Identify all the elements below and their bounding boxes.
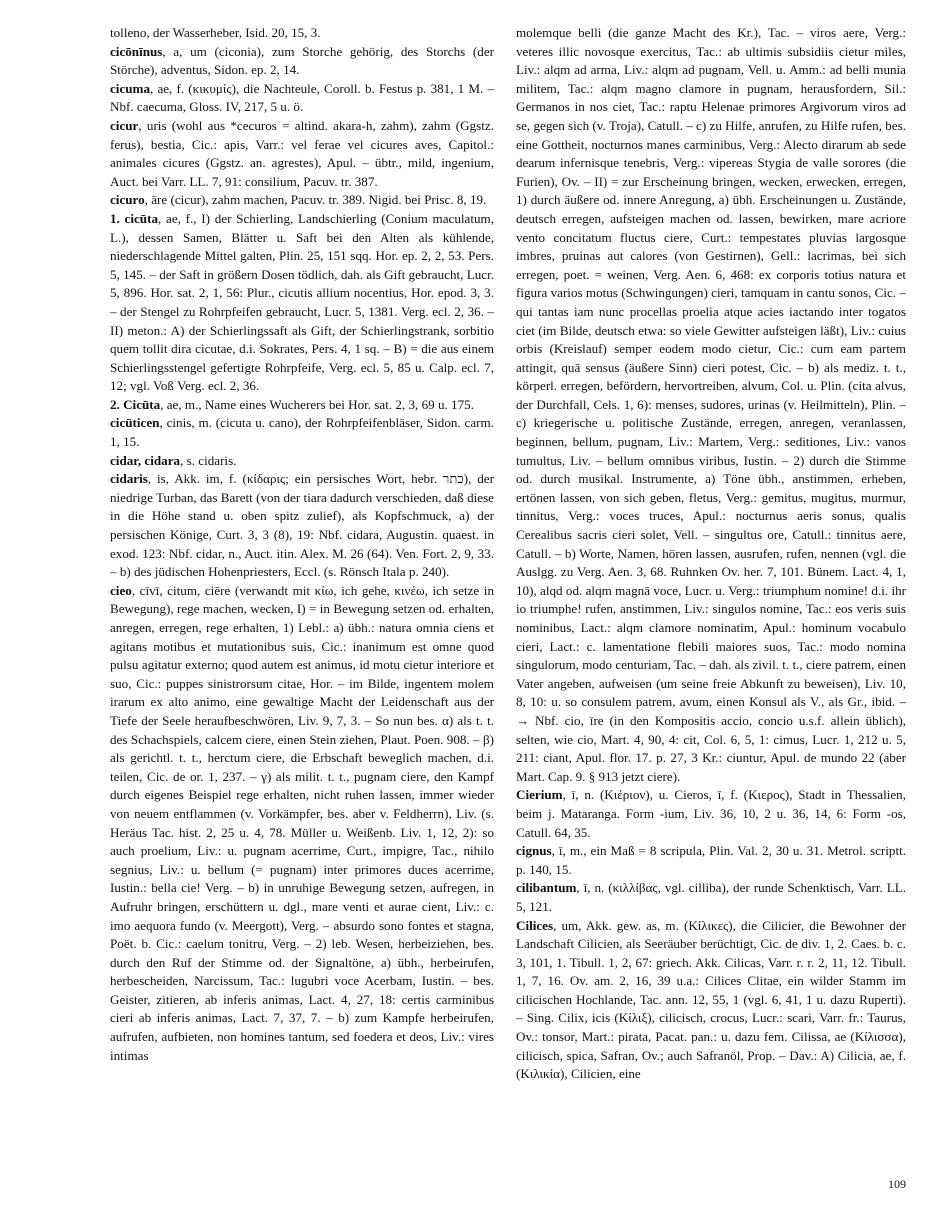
entry-headword: cicūticen — [110, 415, 160, 431]
entry-text: , āre (cicur), zahm machen, Pacuv. tr. 389. Nigid. bei Prisc. 8, 19. — [144, 192, 487, 208]
dictionary-entry — [516, 24, 906, 786]
entry-text: , s. cidaris. — [180, 452, 237, 468]
dictionary-entry — [110, 396, 494, 415]
entry-text: , um, Akk. gew. as, m. (Κίλικες), die Cilicier, die Bewohner der Landschaft Cilicien, als Seeräuber berüchtigt, Cic. de div. 1, 2. Caes. b. c. 3, 101, 1. Tibull. 1, 2, 67: griech. Akk. Cilicas, Varr. r. r. 2, 11, 12. Tibull. 1, 7, 16. Ov. am. 2, 16, 39 u.a.: Cilices Clitae, ein wilder Stamm im cilicischen Hochlande, Tac. ann. 12, 55, 1 (vgl. 6, 41, 1 u. dazu Ruperti). – Sing. Cilix, icis (Κίλιξ), cilicisch, crocus, Lucr.: scari, Varr. fr.: Taurus, Ov.: tonsor, Mart.: pirata, Pacat. pan.: u. dazu fem. Cilissa, ae (Κίλισσα), cilicisch, spica, Safran, Ov.; auch Safranöl, Prop. – Dav.: A) Cilicia, ae, f. (Κιλικία), Cilicien, eine — [516, 917, 906, 1082]
entry-text: , uris (wohl aus *cecuros = altind. akara-h, zahm), zahm (Ggstz. ferus), bestia, Cic.: apis, Varr.: vel ferae vel cicures aves, Capitol.: animales cicures (Ggstz. an. agrestes), Apul. – übtr., mild, ingenium, Auct. bei Varr. LL. 7, 91: consilium, Pacuv. tr. 387. — [110, 117, 494, 189]
entry-headword: cieo — [110, 582, 132, 598]
dictionary-entry — [110, 414, 494, 451]
entry-headword: Cilices — [516, 917, 554, 933]
entry-text: , a, um (ciconia), zum Storche gehörig, des Storchs (der Störche), adventus, Sidon. ep. 2, 14. — [110, 43, 494, 78]
dictionary-entry — [110, 452, 494, 471]
entry-text: , cinis, m. (cicuta u. cano), der Rohrpfeifenbläser, Sidon. carm. 1, 15. — [110, 415, 494, 450]
dictionary-entry — [110, 80, 494, 117]
entry-text: , ī, n. (Κιέριον), u. Cieros, ī, f. (Κιερος), Stadt in Thessalien, beim j. Mataranga. Form -ium, Liv. 36, 10, 2 u. 36, 14, 6: Form -os, Catull. 64, 35. — [516, 787, 906, 840]
entry-headword: cicōnīnus — [110, 43, 163, 59]
entry-text: molemque belli (die ganze Macht des Kr.), Tac. – viros aere, Verg.: veteres illic novosque exercitus, Tac.: ab ultimis subsidiis cietur miles, Liv.: alqm ad arma, Liv.: alqm ad pugnam, Vell. u. Amm.: ad belli munia militem, Tac.: alqm magno clamore in pugnam, herausfordern, Sil.: Germanos in nos ciet, Tac.: raptu Helenae primores Argivorum viros ad se, gegen sich (v. Troja), Catull. – c) zu Hilfe, anrufen, zu Hilfe rufen, bes. eine Gottheit, nocturnos manes carminibus, Verg.: Alecto dirarum ab sede dearum infernisque tenebris, Verg.: vipereas Stygia de valle sorores (die Furien), Ov. – II) = zur Erscheinung bringen, wecken, erwecken, erregen, 1) durch äußere od. innere Anregung, a) übh. Erscheinungen u. Zustände, deutsch erregen, aufsteigen machen od. lassen, bewirken, mare acriore vento concitatum fluctus ciere, Curt.: tempestates pluvias largosque imbres, pruinas aut calores (von Gestirnen), Gell.: lacrimas, bei sich erregen, poet. = weinen, Verg. Aen. 6, 468: ex corporis totius natura et figura varios motus (Schwingungen) cieri, tamquam in cantu sonos, Cic. – qui tantas iam nunc procellas proelia atque acies iactando inter togatos ciet (im Bilde, deutsch etwa: so viele Gewitter aufsteigen läßt), Liv.: cuius orbis (Kreislauf) semper eodem modo cietur, Cic.: cum eam partem attingit, quā sensus (äußere Sinn) cieri potest, Cic. – b) als mediz. t. t., körperl. erregen, befördern, hervortreiben, alvum, Col. u. Plin. (cita alvus, der Durchfall, Cels. 1, 6): menses, sudores, urinas (v. Heilmitteln), Plin. – c) kriegerische u. politische Zustände, erregen, anregen, veranlassen, beginnen, bellum, pugnam, Liv.: Martem, Verg.: seditiones, Liv.: vanos tumultus, Liv. – bellum omnibus viribus, Iustin. – 2) durch die Stimme od. durch musikal. Instrumente, a) Töne übh., anstimmen, erheben, ertönen lassen, von sich geben, fletus, Verg.: gemitus, mugitus, murmur, tinnitus, Verg.: voces truces, Apul.: nocturnus aeris sonus, qualis Cerealibus sacris cieri solet, Vell. – singultus ore, Catull.: tinnitus aere, Catull. – b) Worte, Namen, hören lassen, ausrufen, rufen, nennen (vgl. die Auslgg. zu Verg. Aen. 3, 68. Ruhnken Ov. her. 7, 101. Bünem. Lact. 4, 1, 10), alqd od. alqm magnā voce, Lucr. u. Verg.: triumphum nomine! d.i. ihr io triumphe! rufen, anstimmen, Liv.: singulos nomine, Tac.: eos veris suis nominibus, Lact.: alqm clamore nominatim, Apul.: hominum vocabulo cieri, Lact.: c. lamentatione flebili maiores suos, Tac.: modo nomina singulorum, modo centuriam, Tac. – dah. als zivil. t. t., ciere patrem, einen Vater angeben, aufweisen (um seine freie Abkunft zu beweisen), Liv. 10, 8, 10: u. so consulem patrem, avum, einen Konsul als V., als Gr., ibid. – → Nbf. cio, īre (in den Kompositis accio, concio u.s.f. allein üblich), selten, wie cio, Mart. 4, 90, 4: cit, Col. 6, 5, 1: cimus, Lucr. 1, 212 u. 5, 211: ciant, Apul. flor. 17. p. 27, 3 Kr.: ciuntur, Apul. de mundo 22 (aber Mart. Cap. 9. § 913 jetzt ciere). — [516, 25, 906, 784]
right-column — [516, 24, 906, 1084]
entry-headword: cicuro — [110, 192, 145, 208]
entry-text: , is, Akk. im, f. (κίδαρις; ein persisches Wort, hebr. כתר), der niedrige Turban, das Barett (von der tiara dadurch verschieden, daß diese in die Höhe stand u. oben spitz zulief), als Kopfschmuck, a) der persischen Könige, Curt. 3, 3 (8), 19: Nbf. cidara, Augustin. quaest. in exod. 123: Nbf. cidar, n., Auct. itin. Alex. M. 26 (64). Ven. Fort. 2, 9, 33. – b) des jüdischen Hohenpriesters, Eccl. (s. Rönsch Itala p. 240). — [110, 471, 494, 580]
dictionary-entry — [516, 842, 906, 879]
dictionary-entry — [110, 191, 494, 210]
entry-text: , ī, m., ein Maß = 8 scripula, Plin. Val. 2, 30 u. 31. Metrol. scriptt. p. 140, 15. — [516, 843, 906, 877]
entry-text: , ae, m., Name eines Wucherers bei Hor. sat. 2, 3, 69 u. 175. — [160, 396, 474, 412]
entry-headword: cidar, cidara — [110, 452, 181, 468]
left-column — [110, 24, 494, 1065]
dictionary-entry — [110, 43, 494, 80]
entry-headword: 2. Cicūta — [110, 396, 161, 412]
entry-headword: 1. cicūta — [110, 210, 159, 226]
entry-headword: cignus — [516, 843, 552, 859]
entry-headword: Cierium — [516, 787, 563, 803]
entry-text: , ī, n. (κιλλίβας, vgl. cilliba), der runde Schenktisch, Varr. LL. 5, 121. — [516, 880, 906, 914]
entry-text: tolleno, der Wasserheber, Isid. 20, 15, 3. — [110, 25, 321, 40]
entry-headword: cilibantum — [516, 880, 577, 896]
entry-headword: cicuma — [110, 80, 150, 96]
dictionary-entry — [110, 470, 494, 582]
dictionary-entry — [110, 210, 494, 396]
entry-text: , ae, f. (κικυμίς), die Nachteule, Coroll. b. Festus p. 381, 1 M. – Nbf. caecuma, Gloss. IV, 217, 5 u. ö. — [110, 80, 494, 115]
dictionary-entry — [516, 879, 906, 916]
dictionary-entry — [110, 117, 494, 191]
entry-headword: cicur — [110, 117, 139, 133]
entry-text: , ae, f., I) der Schierling, Landschierling (Conium maculatum, L.), dessen Samen, Blätter u. Saft bei den Alten als kühlende, niederschlagende Mittel galten, Plin. 25, 151 sqq. Hor. ep. 2, 2, 53. Pers. 5, 145. – der Saft in größern Dosen tödlich, dah. als Gift gebraucht, Lucr. 5, 896. Hor. sat. 2, 1, 56: Plur., cicutis allium nocentius, Hor. epod. 3, 3. – der Stengel zu Rohrpfeifen gebraucht, Lucr. 5, 1381. Verg. ecl. 2, 36. – II) meton.: A) der Schierlingssaft als Gift, der Schierlingstrank, sorbitio quem tollit dira cicutae, d.i. Sokrates, Pers. 4, 1 sq. – B) = die aus einem Schierlingsstengel gefertigte Rohrpfeife, Verg. ecl. 5, 85 u. Calp. ecl. 7, 12; vgl. Voß Verg. ecl. 2, 36. — [110, 210, 495, 394]
dictionary-entry — [110, 582, 494, 1065]
entry-text: , cīvī, citum, ciēre (verwandt mit κίω, ich gehe, κινέω, ich setze in Bewegung), rege machen, wecken, I) = in Bewegung setzen od. erhalten, anregen, erregen, rege erhalten, 1) Lebl.: a) übh.: natura omnia ciens et agitans motibus et mutationibus suis, Cic.: inanimum est omne quod pulsu agitatur externo; quod autem est animus, id motu cietur interiore et suo, Cic.: puppes sinistrorsum citae, Hor. – im Bilde, ingentem molem irarum ex alto animo, eine gewaltige Macht der Leidenschaft aus der Tiefe der Seele heraufbeschwören, Liv. 9, 7, 3. – So nun bes. α) als t. t. des Schachspiels, calcem ciere, einen Stein ziehen, Plaut. Poen. 908. – β) als gerichtl. t. t., herctum ciere, die Erbschaft beweglich machen, d.i. teilen, Cic. de or. 1, 237. – γ) als milit. t. t., pugnam ciere, den Kampf durch eigenes Beispiel rege erhalten, nicht ruhen lassen, immer wieder von neuem entflammen (v. Vorkämpfer, bes. aber v. Feldherrn), Liv. (s. Heräus Tac. hist. 2, 25 u. 4, 78. Müller u. Weißenb. Liv. 1, 12, 2): so auch proelium, Liv.: u. pugnam acerrime, Curt., impigre, Tac., nihilo segnius, Liv.: u. bellum (= pugnam) inter primores duces acerrime, Iustin.: bella cie! Verg. – b) in unruhige Bewegung setzen, aufregen, in Aufruhr bringen, erschüttern u. dgl., mare venti et aurae cient, Liv.: c. imo aequora fundo (v. Meergott), Verg. – absurdo sono fontes et stagna, Poët. b. Cic.: caelum tonitru, Verg. – 2) leb. Wesen, herbeiziehen, bes. durch den Ruf der Stimme od. der Signaltöne, a) übh., herbeirufen, herbescheiden, Narcissum, Tac.: lugubri voce Acerbam, Iustin. – bes. Geister, zitieren, ab inferis animas, Lact. 4, 27, 18: certis carminibus cieri ab inferis animas, Lact. 7, 37, 7. – b) zum Kampfe herbeirufen, aufrufen, aufbieten, non homines tantum, sed foedera et deos, Liv.: vires intimas — [110, 582, 494, 1063]
entry-headword: cidaris — [110, 471, 148, 487]
dictionary-entry — [110, 24, 494, 43]
page-number: 109 — [888, 1177, 906, 1191]
dictionary-entry — [516, 786, 906, 842]
dictionary-entry — [516, 917, 906, 1084]
